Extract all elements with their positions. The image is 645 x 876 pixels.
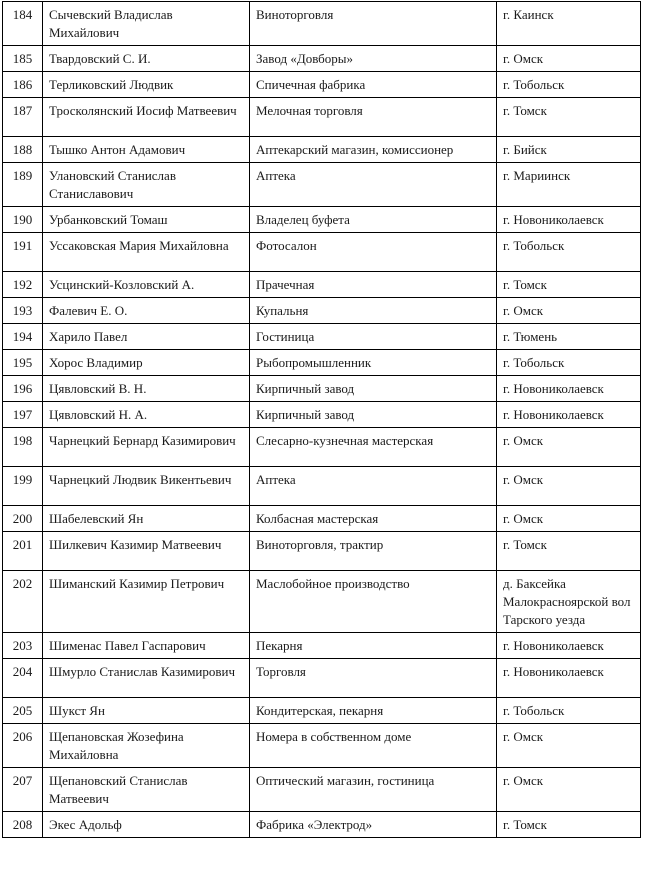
owner-name: Шименас Павел Гаспарович xyxy=(43,633,250,659)
table-row xyxy=(3,376,641,402)
location: г. Омск xyxy=(497,428,641,467)
location: г. Омск xyxy=(497,467,641,506)
row-number: 208 xyxy=(3,812,43,838)
row-number: 200 xyxy=(3,506,43,532)
location: г. Бийск xyxy=(497,137,641,163)
location: г. Каинск xyxy=(497,2,641,46)
table-row xyxy=(3,137,641,163)
owner-name: Усцинский-Козловский А. xyxy=(43,272,250,298)
row-number: 204 xyxy=(3,659,43,698)
row-number: 191 xyxy=(3,233,43,272)
business-type: Гостиница xyxy=(250,324,497,350)
business-type: Кондитерская, пекарня xyxy=(250,698,497,724)
owner-name: Цявловский Н. А. xyxy=(43,402,250,428)
registry-table xyxy=(2,1,641,838)
row-number: 205 xyxy=(3,698,43,724)
business-type: Слесарно-кузнечная мастерская xyxy=(250,428,497,467)
row-number: 195 xyxy=(3,350,43,376)
owner-name: Шабелевский Ян xyxy=(43,506,250,532)
business-type: Аптека xyxy=(250,163,497,207)
location: г. Новониколаевск xyxy=(497,633,641,659)
location: г. Новониколаевск xyxy=(497,207,641,233)
registry-body xyxy=(3,2,641,838)
table-row xyxy=(3,428,641,467)
table-row xyxy=(3,324,641,350)
row-number: 192 xyxy=(3,272,43,298)
table-row xyxy=(3,768,641,812)
row-number: 184 xyxy=(3,2,43,46)
location: г. Томск xyxy=(497,812,641,838)
table-row xyxy=(3,207,641,233)
location: г. Тобольск xyxy=(497,233,641,272)
location: г. Томск xyxy=(497,532,641,571)
location: г. Томск xyxy=(497,98,641,137)
owner-name: Улановский Станислав Станиславович xyxy=(43,163,250,207)
location: г. Томск xyxy=(497,272,641,298)
owner-name: Цявловский В. Н. xyxy=(43,376,250,402)
location: г. Тобольск xyxy=(497,698,641,724)
location: г. Тюмень xyxy=(497,324,641,350)
table-row xyxy=(3,633,641,659)
table-row xyxy=(3,571,641,633)
business-type: Аптека xyxy=(250,467,497,506)
location: г. Тобольск xyxy=(497,72,641,98)
location: г. Новониколаевск xyxy=(497,659,641,698)
table-row xyxy=(3,163,641,207)
owner-name: Харило Павел xyxy=(43,324,250,350)
row-number: 207 xyxy=(3,768,43,812)
business-type: Фотосалон xyxy=(250,233,497,272)
row-number: 198 xyxy=(3,428,43,467)
business-type: Завод «Довборы» xyxy=(250,46,497,72)
owner-name: Фалевич Е. О. xyxy=(43,298,250,324)
location: г. Омск xyxy=(497,724,641,768)
location: г. Новониколаевск xyxy=(497,402,641,428)
table-row xyxy=(3,72,641,98)
location: г. Омск xyxy=(497,298,641,324)
table-row xyxy=(3,272,641,298)
owner-name: Хорос Владимир xyxy=(43,350,250,376)
row-number: 187 xyxy=(3,98,43,137)
location: г. Омск xyxy=(497,506,641,532)
owner-name: Экес Адольф xyxy=(43,812,250,838)
business-type: Купальня xyxy=(250,298,497,324)
owner-name: Урбанковский Томаш xyxy=(43,207,250,233)
table-row xyxy=(3,298,641,324)
table-row xyxy=(3,467,641,506)
business-type: Виноторговля xyxy=(250,2,497,46)
business-type: Спичечная фабрика xyxy=(250,72,497,98)
owner-name: Терликовский Людвик xyxy=(43,72,250,98)
location: г. Омск xyxy=(497,768,641,812)
location: г. Новониколаевск xyxy=(497,376,641,402)
owner-name: Шиманский Казимир Петрович xyxy=(43,571,250,633)
business-type: Прачечная xyxy=(250,272,497,298)
business-type: Колбасная мастерская xyxy=(250,506,497,532)
row-number: 203 xyxy=(3,633,43,659)
row-number: 189 xyxy=(3,163,43,207)
business-type: Фабрика «Электрод» xyxy=(250,812,497,838)
row-number: 185 xyxy=(3,46,43,72)
owner-name: Чарнецкий Бернард Казимирович xyxy=(43,428,250,467)
row-number: 186 xyxy=(3,72,43,98)
row-number: 188 xyxy=(3,137,43,163)
table-row xyxy=(3,812,641,838)
owner-name: Щепановская Жозефина Михайловна xyxy=(43,724,250,768)
table-row xyxy=(3,698,641,724)
location: г. Тобольск xyxy=(497,350,641,376)
table-row xyxy=(3,46,641,72)
business-type: Кирпичный завод xyxy=(250,402,497,428)
table-row xyxy=(3,350,641,376)
location: д. Баксейка Малокрасноярской вол Тарского уезда xyxy=(497,571,641,633)
table-row xyxy=(3,659,641,698)
business-type: Торговля xyxy=(250,659,497,698)
location: г. Омск xyxy=(497,46,641,72)
owner-name: Тросколянский Иосиф Матвеевич xyxy=(43,98,250,137)
business-type: Пекарня xyxy=(250,633,497,659)
owner-name: Тышко Антон Адамович xyxy=(43,137,250,163)
row-number: 197 xyxy=(3,402,43,428)
table-row xyxy=(3,506,641,532)
business-type: Оптический магазин, гостиница xyxy=(250,768,497,812)
business-type: Номера в собственном доме xyxy=(250,724,497,768)
row-number: 202 xyxy=(3,571,43,633)
table-row xyxy=(3,402,641,428)
business-type: Кирпичный завод xyxy=(250,376,497,402)
business-type: Рыбопромышленник xyxy=(250,350,497,376)
row-number: 201 xyxy=(3,532,43,571)
business-type: Аптекарский магазин, комиссионер xyxy=(250,137,497,163)
owner-name: Щепановский Станислав Матвеевич xyxy=(43,768,250,812)
owner-name: Шмурло Станислав Казимирович xyxy=(43,659,250,698)
business-type: Мелочная торговля xyxy=(250,98,497,137)
row-number: 190 xyxy=(3,207,43,233)
business-type: Виноторговля, трактир xyxy=(250,532,497,571)
owner-name: Сычевский Владислав Михайлович xyxy=(43,2,250,46)
business-type: Владелец буфета xyxy=(250,207,497,233)
row-number: 206 xyxy=(3,724,43,768)
table-row xyxy=(3,724,641,768)
row-number: 199 xyxy=(3,467,43,506)
owner-name: Шилкевич Казимир Матвеевич xyxy=(43,532,250,571)
row-number: 193 xyxy=(3,298,43,324)
table-row xyxy=(3,233,641,272)
table-row xyxy=(3,98,641,137)
business-type: Маслобойное производство xyxy=(250,571,497,633)
row-number: 196 xyxy=(3,376,43,402)
table-row xyxy=(3,532,641,571)
owner-name: Шукст Ян xyxy=(43,698,250,724)
owner-name: Чарнецкий Людвик Викентьевич xyxy=(43,467,250,506)
owner-name: Уссаковская Мария Михайловна xyxy=(43,233,250,272)
table-row xyxy=(3,2,641,46)
owner-name: Твардовский С. И. xyxy=(43,46,250,72)
row-number: 194 xyxy=(3,324,43,350)
location: г. Мариинск xyxy=(497,163,641,207)
